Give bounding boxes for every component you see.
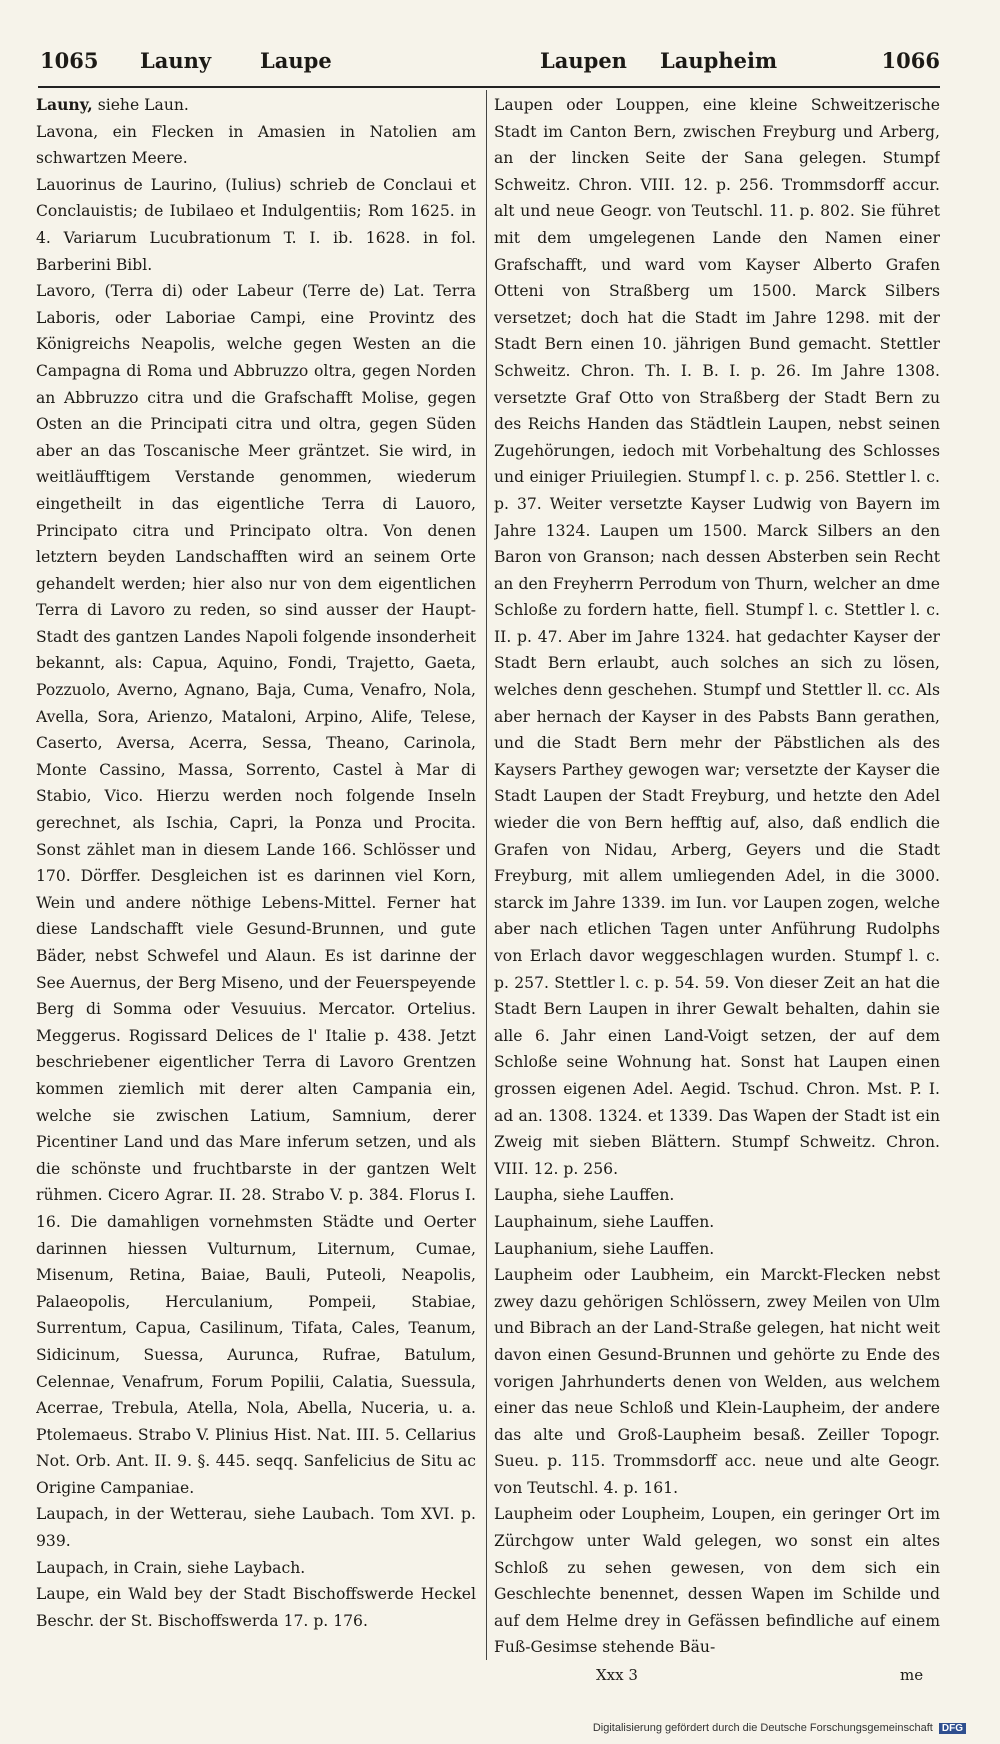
footer-text: Digitalisierung gefördert durch die Deutsche Forschungsgemeinschaft: [592, 1722, 933, 1734]
entry-text: Laupach, in der Wetterau, siehe Laubach. Tom XVI. p. 939.: [36, 1505, 476, 1551]
dfg-logo: DFG: [939, 1723, 966, 1734]
dictionary-entry: [494, 1209, 940, 1236]
dictionary-entry: [494, 1236, 940, 1263]
dictionary-entry: [36, 119, 476, 172]
catchword: me: [900, 1666, 924, 1684]
dictionary-entry: [494, 1501, 940, 1661]
entry-text: Laupha, siehe Lauffen.: [494, 1186, 675, 1205]
header-rule: [38, 86, 940, 88]
dictionary-entry: [494, 1182, 940, 1209]
entry-text: Lauphainum, siehe Lauffen.: [494, 1212, 715, 1231]
dictionary-entry: [494, 92, 940, 1182]
header-word-2: Laupe: [260, 48, 332, 73]
entry-text: Laupen oder Louppen, eine kleine Schweitzerische Stadt im Canton Bern, zwischen Freyburg und Arberg, an der lincken Seite der Sana gelegen. Stumpf Schweitz. Chron. VIII. 12. p. 256. Trommsdorff accur. alt und neue Geogr. von Teutschl. 11. p. 802. Sie führet mit dem umgelegenen Lande den Namen einer Grafschafft, und ward vom Kayser Alberto Grafen Otteni von Straßberg um 1500. Marck Silbers versetzet; doch hat die Stadt im Jahre 1298. mit der Stadt Bern einen 10. jährigen Bund gemacht. Stettler Schweitz. Chron. Th. I. B. I. p. 26. Im Jahre 1308. versetzte Graf Otto von Straßberg der Stadt Bern zu des Reichs Handen das Städtlein Laupen, nebst seinen Zugehörungen, iedoch mit Vorbehaltung des Schlosses und einiger Priuilegien. Stumpf l. c. p. 256. Stettler l. c. p. 37. Weiter versetzte Kayser Ludwig von Bayern im Jahre 1324. Laupen um 1500. Marck Silbers an den Baron von Granson; nach dessen Absterben sein Recht an den Freyherrn Perrodum von Thurn, welcher an dme Schloße zu fordern hatte, fiell. Stumpf l. c. Stettler l. c. II. p. 47. Aber im Jahre 1324. hat gedachter Kayser der Stadt Bern erlaubt, auch solches an sich zu lösen, welches denn geschehen. Stumpf und Stettler ll. cc. Als aber hernach der Kayser in des Pabsts Bann gerathen, und die Stadt Bern mehr der Päbstlichen als des Kaysers Parthey gewogen war; versetzte der Kayser die Stadt Laupen der Stadt Freyburg, und hetzte den Adel wieder die von Bern hefftig auf, also, daß endlich die Grafen von Nidau, Arberg, Geyers und die Stadt Freyburg, mit allem umliegenden Adel, in die 3000. starck im Jahre 1339. im Iun. vor Laupen zogen, welche aber nach etlichen Tagen unter Anführung Rudolphs von Erlach davor weggeschlagen wurden. Stumpf l. c. p. 257. Stettler l. c. p. 54. 59. Von dieser Zeit an hat die Stadt Bern Laupen in ihrer Gewalt behalten, dahin sie alle 6. Jahr einen Land-Voigt setzen, der auf dem Schloße seine Wohnung hat. Sonst hat Laupen einen grossen eigenen Adel. Aegid. Tschud. Chron. Mst. P. I. ad an. 1308. 1324. et 1339. Das Wapen der Stadt ist ein Zweig mit sieben Blättern. Stumpf Schweitz. Chron. VIII. 12. p. 256.: [494, 96, 940, 1178]
dictionary-entry: [36, 1501, 476, 1554]
header-word-3: Laupen: [540, 48, 627, 73]
dictionary-entry: [36, 278, 476, 1501]
entry-text: Lauphanium, siehe Lauffen.: [494, 1239, 715, 1258]
digitization-footer: [593, 1722, 966, 1734]
entry-text: Laupach, in Crain, siehe Laybach.: [36, 1558, 306, 1577]
dictionary-entry: [36, 92, 476, 119]
signature-mark: Xxx 3: [596, 1666, 638, 1684]
dictionary-entry: [36, 1555, 476, 1582]
entry-text: Lavona, ein Flecken in Amasien in Natolien am schwartzen Meere.: [36, 122, 476, 168]
entry-text: Lauorinus de Laurino, (Iulius) schrieb de Conclaui et Conclauistis; de Iubilaeo et Indulgentiis; Rom 1625. in 4. Variarum Lucubrationum T. I. ib. 1628. in fol. Barberini Bibl.: [36, 175, 476, 274]
entry-text: Laupe, ein Wald bey der Stadt Bischoffswerde Heckel Beschr. der St. Bischoffswerda 17. p. 176.: [36, 1585, 476, 1630]
column-divider: [486, 90, 487, 1660]
dictionary-entry: [36, 172, 476, 278]
entry-text: siehe Laun.: [97, 96, 189, 114]
entry-text: Laupheim oder Laubheim, ein Marckt-Flecken nebst zwey dazu gehörigen Schlössern, zwey Meilen von Ulm und Bibrach an der Land-Straße gelegen, hat nicht weit davon einen Gesund-Brunnen und gehörte zu Ende des vorigen Jahrhunderts denen von Welden, aus welchem einer das neue Schloß und Klein-Laupheim, der andere das alte und Groß-Laupheim besaß. Zeiller Topogr. Sueu. p. 115. Trommsdorff acc. neue und alte Geogr. von Teutschl. 4. p. 161.: [494, 1266, 940, 1497]
entry-text: Lavoro, (Terra di) oder Labeur (Terre de) Lat. Terra Laboris, oder Laboriae Campi, eine Provintz des Königreichs Neapolis, welche gegen Westen an die Campagna di Roma und Abbruzzo oltra, gegen Norden an Abbruzzo citra und die Grafschafft Molise, gegen Osten an die Principati citra und oltra, gegen Süden aber an das Toscanische Meer gräntzet. Sie wird, in weitläufftigem Verstande genommen, wiederum eingetheilt in das eigentliche Terra di Lauoro, Principato citra und Principato oltra. Von denen letztern beyden Landschafften wird an seinem Orte gehandelt werden; hier also nur von dem eigentlichen Terra di Lavoro zu reden, so sind ausser der Haupt-Stadt des gantzen Landes Napoli folgende insonderheit bekannt, als: Capua, Aquino, Fondi, Trajetto, Gaeta, Pozzuolo, Averno, Agnano, Baja, Cuma, Venafro, Nola, Avella, Sora, Arienzo, Mataloni, Arpino, Alife, Telese, Caserto, Aversa, Acerra, Sessa, Theano, Carinola, Monte Cassino, Massa, Sorrento, Castel à Mar di Stabio, Vico. Hierzu werden noch folgende Inseln gerechnet, als Ischia, Capri, la Ponza und Procita. Sonst zählet man in diesem Lande 166. Schlösser und 170. Dörffer. Desgleichen ist es darinnen viel Korn, Wein und andere nöthige Lebens-Mittel. Ferner hat diese Landschafft viele Gesund-Brunnen, und gute Bäder, nebst Schwefel und Alaun. Es ist darinne der See Auernus, der Berg Miseno, und der Feuerspeyende Berg di Somma oder Vesuuius. Mercator. Ortelius. Meggerus. Rogissard Delices de l' Italie p. 438. Jetzt beschriebener eigentlicher Terra di Lavoro Grentzen kommen ziemlich mit derer alten Campania ein, welche sie zwischen Latium, Samnium, derer Picentiner Land und das Mare inferum setzen, und als die schönste und fruchtbarste in der gantzen Welt rühmen. Cicero Agrar. II. 28. Strabo V. p. 384. Florus I. 16. Die damahligen vornehmsten Städte und Oerter darinnen hiessen Vulturnum, Liternum, Cumae, Misenum, Retina, Baiae, Bauli, Puteoli, Neapolis, Palaeopolis, Herculanium, Pompeii, Stabiae, Surrentum, Capua, Casilinum, Tifata, Cales, Teanum, Sidicinum, Suessa, Aurunca, Rufrae, Batulum, Celennae, Venafrum, Forum Popilii, Calatia, Suessula, Acerrae, Trebula, Atella, Nola, Abella, Nuceria, u. a. Ptolemaeus. Strabo V. Plinius Hist. Nat. III. 5. Cellarius Not. Orb. Ant. II. 9. §. 445. seqq. Sanfelicius de Situ ac Origine Campaniae.: [36, 282, 476, 1497]
header-word-4: Laupheim: [660, 48, 778, 73]
entry-text: Laupheim oder Loupheim, Loupen, ein geringer Ort im Zürchgow unter Wald gelegen, wo sonst ein altes Schloß zu sehen gewesen, von dem sich ein Geschlechte benennet, dessen Wapen im Schilde und auf dem Helme drey in Gefässen befindliche auf einem Fuß-Gesimse stehende Bäu-: [494, 1505, 940, 1657]
header-word-1: Launy: [140, 48, 212, 73]
running-header: [40, 48, 940, 84]
right-column: [494, 92, 940, 1692]
dictionary-entry: [36, 1581, 476, 1634]
page-number-right: 1066: [881, 48, 940, 73]
left-column: [36, 92, 476, 1692]
dictionary-entry: [494, 1262, 940, 1501]
page-number-left: 1065: [40, 48, 99, 73]
entry-lemma: Launy,: [36, 95, 93, 114]
